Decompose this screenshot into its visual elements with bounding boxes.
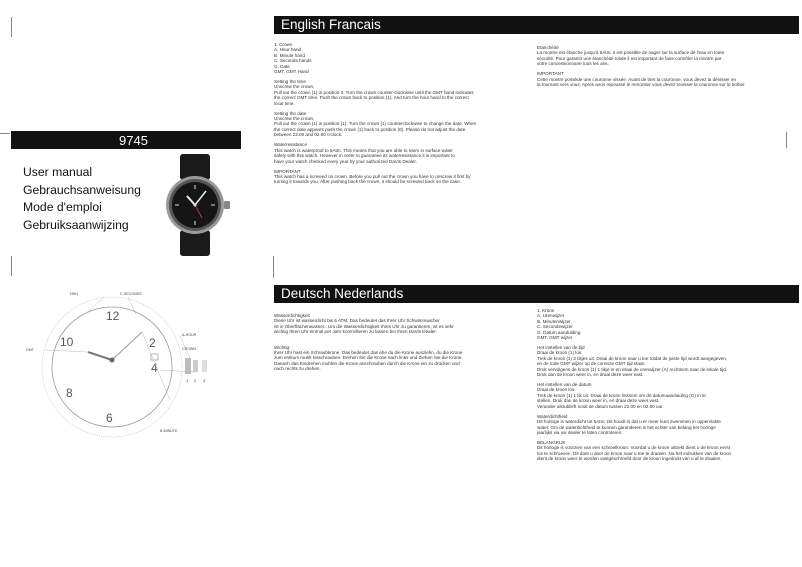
diagram-label-minute: B-MINUTE bbox=[160, 429, 178, 433]
crop-mark bbox=[11, 17, 12, 37]
crop-mark bbox=[0, 133, 10, 134]
francais-etancheite: Etanchéité La montre est étanche jusqu'à 5Atm. Il est possible de nager sur la surface de l'eau en toute sécurité. Pour garantir une étanchéité totale il est important de faire contrôler la montre par votre concessionnaire tous les ans. bbox=[537, 45, 725, 67]
diagram-numeral-10: 10 bbox=[60, 335, 74, 349]
watch-photo bbox=[152, 152, 242, 258]
diagram-hour-hand bbox=[88, 352, 112, 360]
diagram-label-pos-1: 1 bbox=[186, 378, 189, 383]
section-title-deutsch-nederlands: Deutsch Nederlands bbox=[281, 286, 404, 301]
diagram-numeral-8: 8 bbox=[66, 386, 73, 400]
francais-important: IMPORTANT Cette montre possède une couronne vissée. Avant de tirer la couronne, vous devez la dévisser en la tournant vers vous. Après avoir repoussé le remontoir vous devez revisser la couronne sur le boîtier. bbox=[537, 71, 746, 88]
model-number-bar bbox=[11, 131, 241, 149]
nederlands-column bbox=[537, 308, 747, 466]
deutsch-wasserdichtigkeit: Wasserdichtigkeit Diese Uhr ist wasserdicht bis 5 ATM. Das bedeutet das Ihrer Uhr Schwimmwicher ist in Oberflächenwasser.. Um die Wasserdichtigkeit Ihres Uhr zu garantieren, ist es sehr wichtig Ihren Uhr einmal per Jahr kontrollieren zu lassen bei Ihren DaVis Dealer. bbox=[274, 313, 454, 335]
section-bar-english-francais bbox=[274, 16, 799, 34]
deutsch-column bbox=[274, 313, 474, 376]
crop-mark bbox=[11, 256, 12, 276]
nederlands-belangrijk: BELANGRIJK Dit horloge is voorzien van een schroefkroon. Voordat u de kroon uittrekt dient u de kroon eerst los te schroeven. Dit doet u door de kroon naar u toe te draaien. Na het indrukken van de kroon dient de kroon weer te worden vastgeschroefd door de kroon ingedrukt van u af te draaien. bbox=[537, 439, 732, 462]
manual-title-en: User manual bbox=[23, 165, 93, 179]
francais-column bbox=[537, 45, 752, 92]
english-important: IMPORTANT This watch has a screwed on crown. Before you pull out the crown you have to unscrew it first by turning it towards you. After pushing back the crown, it should be screwed back on the case. bbox=[274, 168, 471, 185]
diagram-label-gmt: GMT bbox=[26, 348, 34, 352]
diagram-crown-pos-3 bbox=[202, 360, 207, 372]
crop-mark bbox=[786, 132, 787, 148]
nederlands-waterdichtheid: Waterdichtheid Dit horloge is waterdicht tot 5Atm. Dit houdt in dat u er meer kunt zwemmen in oppervlakte water. Om de waterdichtheid te kunnen garanderen is het echter van belang het horloge jaarlijks via uw dealer te laten controleren. bbox=[537, 413, 721, 435]
model-number: 9745 bbox=[119, 133, 148, 148]
diagram-numeral-2: 2 bbox=[149, 336, 156, 350]
diagram-numeral-4: 4 bbox=[151, 361, 158, 375]
diagram-crown-pos-2 bbox=[193, 360, 198, 372]
english-column bbox=[274, 42, 479, 189]
english-setting-time: Setting the time Unscrew the crown, Pull out the crown (1) in position 3. Turn the crown counter-clockwise until the GMT hand indicates the correct GMT time. Push the crown back to position (1). And turn the hour hand to the correct local time. bbox=[274, 79, 474, 106]
diagram-minute-hand bbox=[112, 332, 142, 360]
diagram-label-hhh: HHH bbox=[70, 292, 78, 296]
diagram-crown-pos-1 bbox=[185, 358, 191, 374]
manual-titles bbox=[23, 164, 141, 234]
nederlands-parts-list: 1. Kroon A. Urenwijzer B. Minutenwijzer C. Secondewijzer G. Datum aanduiding GMT. GMT wijzer bbox=[537, 308, 581, 341]
watch-crown bbox=[224, 201, 230, 209]
diagram-numeral-6: 6 bbox=[106, 411, 113, 425]
diagram-label-crown: CROWN bbox=[182, 347, 196, 351]
diagram-label-hour: A-HOUR bbox=[182, 333, 197, 337]
section-bar-deutsch-nederlands bbox=[274, 285, 799, 303]
nederlands-instellen-datum: Het instellen van de datum Draai de kroon los. Trek de kroon (1) 1 tik uit. Draai de kroon linksom om de datumaanduiding (G) in te stellen. Druk dan de kroon weer in, en draai deze weer vast. Verander alstublieft nooit de datum tussen 22.00 en 02.00 uur. bbox=[537, 382, 706, 409]
diagram-label-pos-2: 2 bbox=[194, 378, 197, 383]
crop-mark bbox=[273, 256, 274, 278]
diagram-numeral-12: 12 bbox=[106, 309, 120, 323]
english-water-resistance: Waterresistance This watch is waterproof to 5Atm. This means that you are able to swim in surface water safely with this watch. However in order to guarantee its waterresistance it is important to have your watch checked every year by your authorized DaVis Dealer. bbox=[274, 142, 455, 164]
manual-title-fr: Mode d'emploi bbox=[23, 200, 102, 215]
deutsch-wichtig: Wichtig: Ihrer Uhr hast ein Schraubkrone. Das bedeutet das ehe du die Krone ausziehn, du die Krone zum entkum muhlt losschrauben. Drehen Sie die Krone nach links und Ziehen Sie die Krone. Danach das Eindrehen muhlen die Krone anschrauben durch die Krone ein zu drücken und nach rechts zu drehen. bbox=[274, 344, 463, 372]
diagram-label-seconds: C-SECONDS bbox=[120, 292, 142, 296]
english-parts-list: 1. Crown A. Hour hand B. Minute hand C. Seconds hands G. Date GMT. GMT Hand bbox=[274, 42, 312, 75]
manual-title-de: Gebrauchsanweisung bbox=[23, 182, 141, 197]
diagram-date-window bbox=[151, 354, 158, 360]
nederlands-instellen-tijd: Het instellen van de tijd Draai de kroon (1) los. Trek de kroon (1) 2 tikjes uit. Draai de kroon naar u toe totdat de juiste tijd wordt aangegeven, en de rode GMT wijzer op de correcte GMT tijd staat. Druk vervolgens de kroon (1) 1 tikje in en draai de urenwijzer (A) rechtsom naar de lokale tijd. Druk dan de kroon weer in, en draai deze weer vast. bbox=[537, 345, 728, 378]
section-title-english-francais: English Francais bbox=[281, 17, 381, 32]
watch-diagram bbox=[26, 292, 230, 440]
manual-title-nl: Gebruiksaanwijzing bbox=[23, 217, 129, 232]
english-setting-date: Setting the date Unscrew the crown, Pull out the crown (1) in position (1). Turn the crown (1) counterclockwise to change the date. When the correct date appears push the crown (1) back to position (0). Please do not adjust the date between 22.00 and 02.00 o'clock. bbox=[274, 110, 477, 138]
diagram-label-pos-3: 3 bbox=[203, 378, 206, 383]
